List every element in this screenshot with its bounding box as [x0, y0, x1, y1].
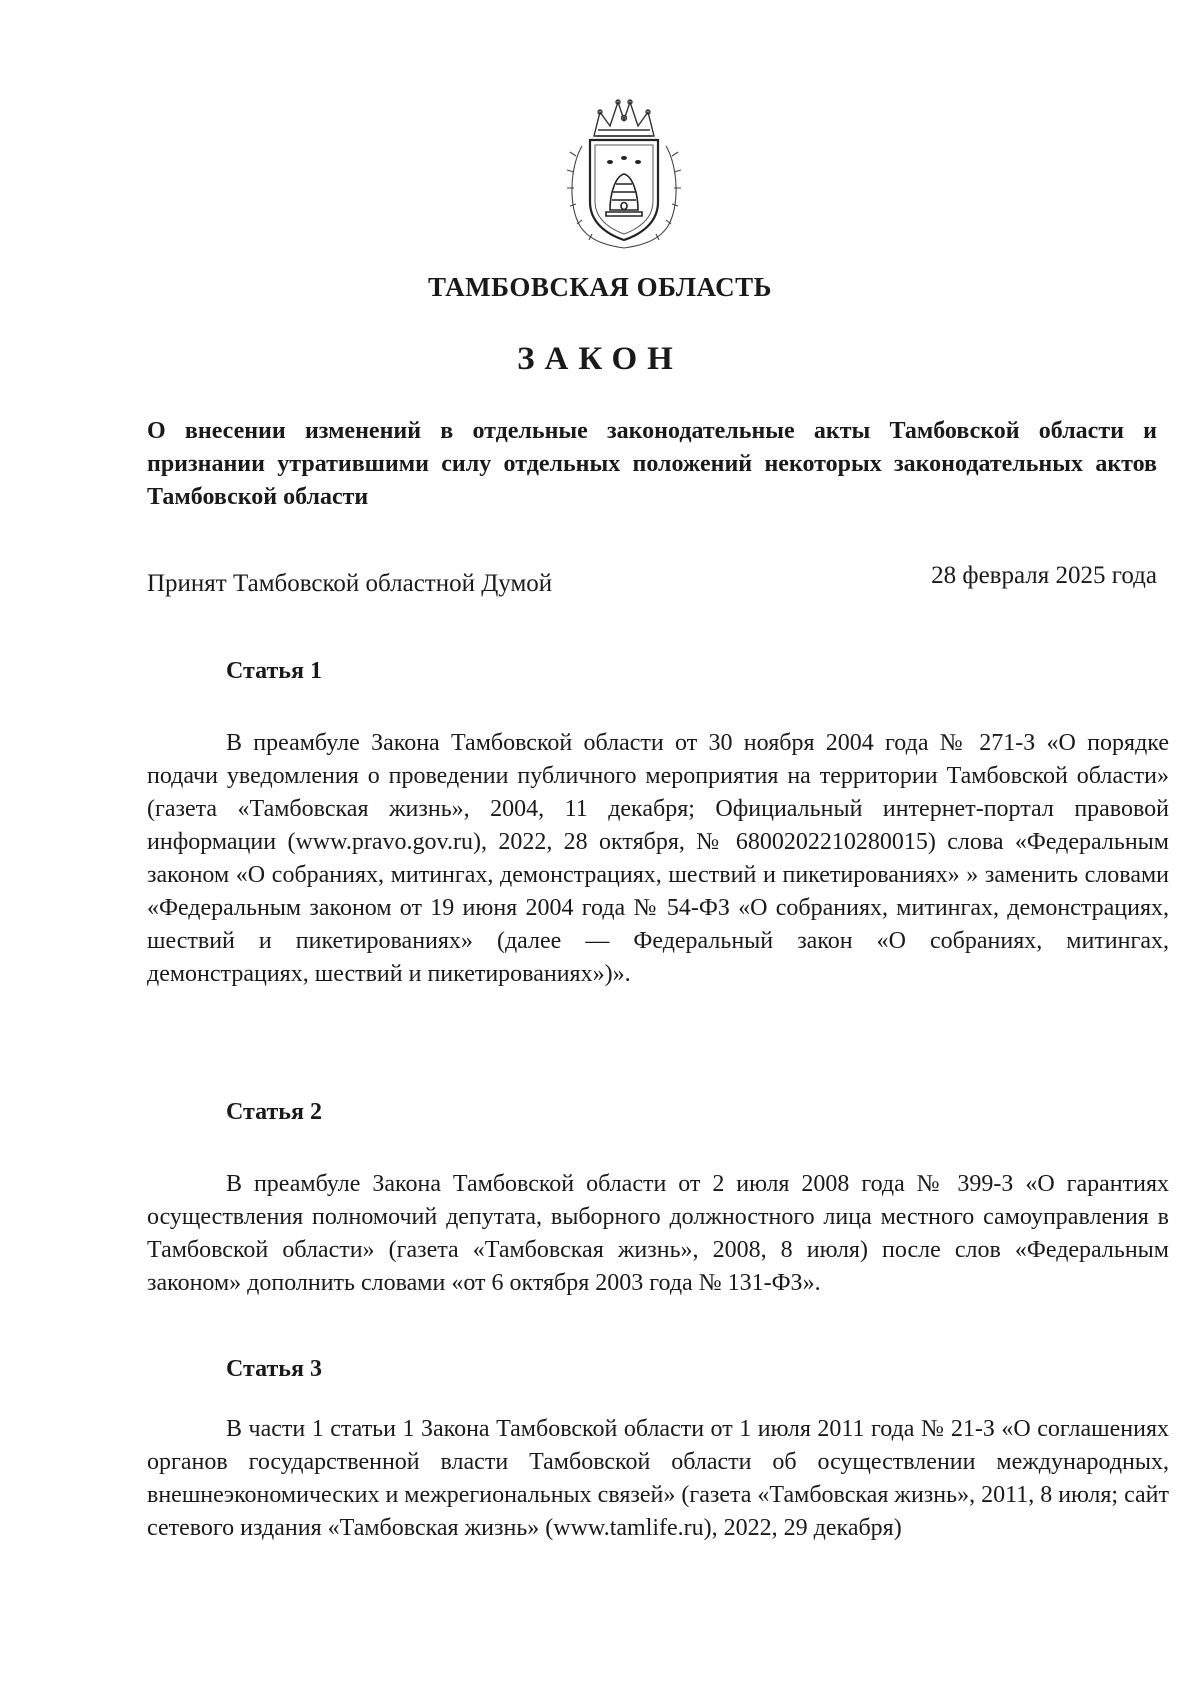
document-type: ЗАКОН: [517, 341, 683, 377]
article-heading: Статья 3: [226, 1356, 322, 1382]
article-heading: Статья 2: [226, 1099, 322, 1125]
article-heading: Статья 1: [226, 658, 322, 684]
article-text: В преамбуле Закона Тамбовской области от 30 ноября 2004 года № 271-З «О порядке подачи уведомления о проведении публичного мероприятия на территории Тамбовской области» (газета «Тамбовская жизнь», 2004, 11 декабря; Официальный интернет-портал правовой информации (www.pravo.gov.ru), 2022, 28 октября, № 6800202210280015) слова «Федеральным законом «О собраниях, митингах, демонстрациях, шествий и пикетированиях» » заменить словами «Федеральным законом от 19 июня 2004 года № 54-ФЗ «О собраниях, митингах, демонстрациях, шествий и пикетированиях» (далее — Федеральный закон «О собраниях, митингах, демонстрациях, шествий и пикетированиях»)».: [147, 730, 1169, 987]
article-3: [147, 1356, 1169, 1545]
adopted-by: Принят Тамбовской областной Думой: [147, 570, 553, 597]
region-name: ТАМБОВСКАЯ ОБЛАСТЬ: [428, 272, 772, 302]
article-text: В преамбуле Закона Тамбовской области от 2 июля 2008 года № 399-З «О гарантиях осуществления полномочий депутата, выборного должностного лица местного самоуправления в Тамбовской области» (газета «Тамбовская жизнь», 2008, 8 июля) после слов «Федеральным законом» дополнить словами «от 6 октября 2003 года № 131-ФЗ».: [147, 1171, 1169, 1296]
article-text: В части 1 статьи 1 Закона Тамбовской области от 1 июля 2011 года № 21-З «О соглашениях органов государственной власти Тамбовской области об осуществлении международных, внешнеэкономических и межрегиональных связей» (газета «Тамбовская жизнь», 2011, 8 июля; сайт сетевого издания «Тамбовская жизнь» (www.tamlife.ru), 2022, 29 декабря): [147, 1416, 1169, 1541]
article-1: [147, 658, 1169, 991]
adoption-date: 28 февраля 2025 года: [931, 562, 1157, 589]
tambov-coat-of-arms-icon: [560, 96, 688, 250]
law-title: О внесении изменений в отдельные законодательные акты Тамбовской области и признании утратившими силу отдельных положений некоторых законодательных актов Тамбовской области: [147, 418, 1157, 510]
article-2: [147, 1099, 1169, 1300]
